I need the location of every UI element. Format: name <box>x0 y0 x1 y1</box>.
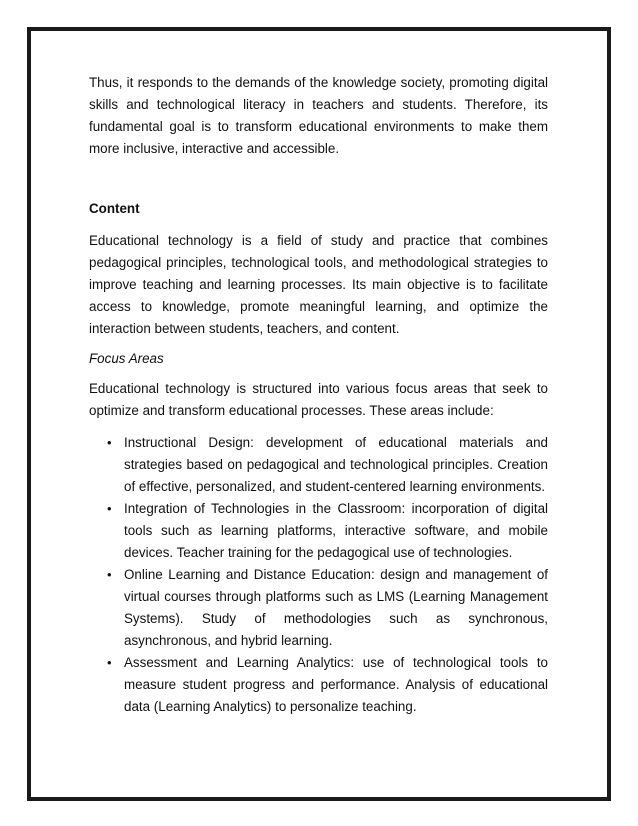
focus-areas-paragraph: Educational technology is structured into various focus areas that seek to optimize and transform educational processes. These areas include: <box>89 381 548 418</box>
list-item <box>89 432 548 498</box>
content-paragraph: Educational technology is a field of study and practice that combines pedagogical principles, technological tools, and methodological strategies to improve teaching and learning processes. Its main objective is to facilitate access to knowledge, promote meaningful learning, and optimize the interaction between students, teachers, and content. <box>89 233 548 336</box>
bullet-icon: • <box>107 567 112 582</box>
list-item <box>89 652 548 718</box>
bullet-icon: • <box>107 655 112 670</box>
intro-paragraph: Thus, it responds to the demands of the knowledge society, promoting digital skills and technological literacy in teachers and students. Therefore, its fundamental goal is to transform educational environments to make them more inclusive, interactive and accessible. <box>89 75 548 156</box>
bullet-icon: • <box>107 501 112 516</box>
list-item-text: Online Learning and Distance Education: design and management of virtual courses through platforms such as LMS (Learning Management Systems). Study of methodologies such as synchronous, asynchronous, and hybrid learning. <box>124 567 548 648</box>
list-item-text: Integration of Technologies in the Classroom: incorporation of digital tools such as learning platforms, interactive software, and mobile devices. Teacher training for the pedagogical use of technologies. <box>124 501 548 560</box>
list-item-text: Instructional Design: development of educational materials and strategies based on pedagogical and technological principles. Creation of effective, personalized, and student-centered learning environments. <box>124 435 548 494</box>
list-item <box>89 498 548 564</box>
bullet-icon: • <box>107 435 112 450</box>
document-body <box>89 72 548 718</box>
list-item <box>89 564 548 652</box>
focus-areas-heading: Focus Areas <box>89 351 164 366</box>
list-item-text: Assessment and Learning Analytics: use of technological tools to measure student progress and performance. Analysis of educational data (Learning Analytics) to personalize teaching. <box>124 655 548 714</box>
focus-areas-list <box>89 432 548 718</box>
content-heading: Content <box>89 201 140 216</box>
